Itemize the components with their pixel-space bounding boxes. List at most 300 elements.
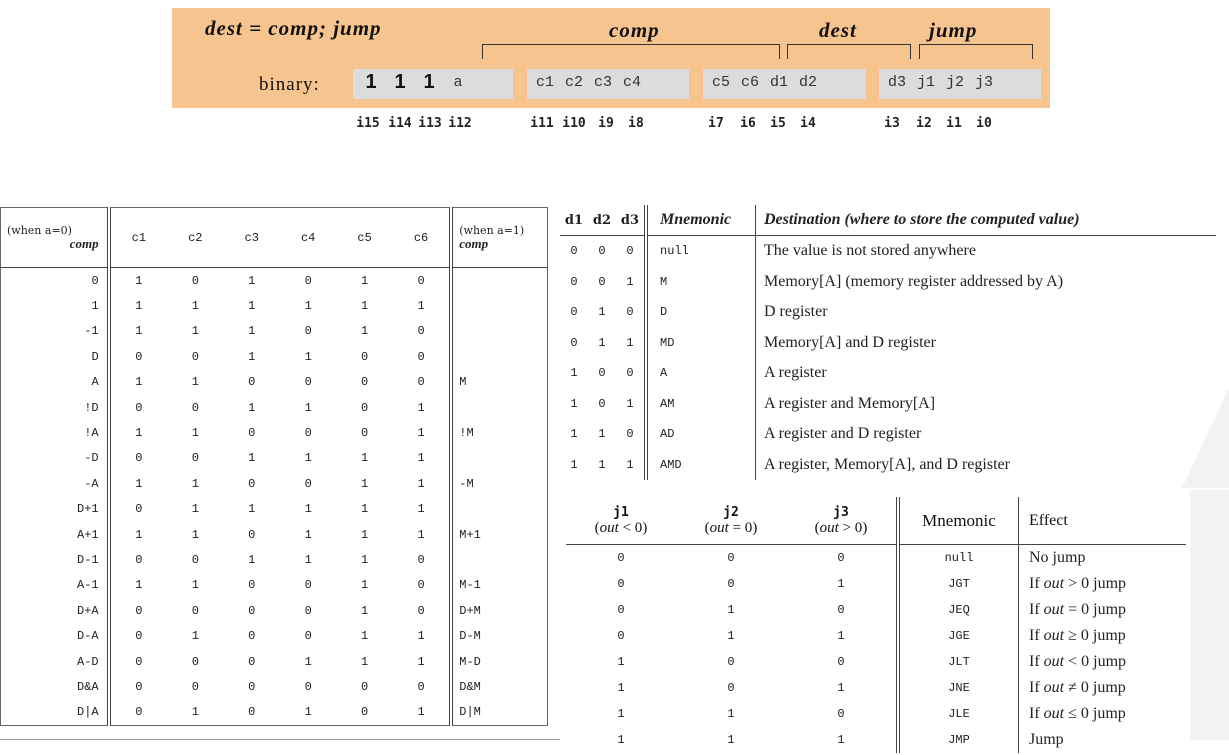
bit-index-4: i11: [530, 116, 554, 131]
comp-bit-cell: 1: [417, 629, 425, 644]
comp-bit-cell: 0: [191, 654, 199, 669]
table-row: [1, 598, 548, 623]
dest-bit-cell: 1: [598, 427, 606, 442]
comp-bit-cell: 1: [304, 349, 312, 364]
dest-mnemonic-cell: M: [646, 267, 756, 298]
comp-bit-cell: 1: [191, 629, 199, 644]
comp-bit-cell: 1: [191, 578, 199, 593]
col-header-d3: d3: [616, 205, 646, 236]
dest-mnemonic-cell: AD: [646, 419, 756, 450]
banner-title: dest = comp; jump: [205, 16, 382, 40]
jump-bit-cell: 0: [617, 603, 625, 617]
comp-bit-cell: 1: [191, 299, 199, 314]
jump-bit-cell: 1: [727, 733, 735, 747]
j3-name: j3: [833, 504, 849, 520]
table-row: [560, 236, 1216, 267]
dest-bit-cell: 1: [570, 427, 578, 442]
bit-index-5: i10: [562, 116, 586, 131]
j3-condition: (out > 0): [814, 519, 868, 536]
comp-a0-cell: D: [1, 344, 109, 369]
comp-bit-cell: 1: [191, 375, 199, 390]
jump-table: [566, 497, 1186, 753]
col-header-mnemonic: Mnemonic: [646, 205, 756, 236]
comp-bit-cell: 1: [135, 375, 143, 390]
dest-mnemonic-cell: AM: [646, 389, 756, 420]
dest-bit-cell: 0: [626, 366, 634, 381]
comp-bit-cell: 1: [248, 552, 256, 567]
j1-condition: (out < 0): [594, 519, 648, 536]
bit-index-6: i9: [598, 116, 614, 131]
jump-bit-cell: 1: [617, 733, 625, 747]
comp-bit-cell: 0: [417, 349, 425, 364]
comp-bit-cell: 1: [361, 527, 369, 542]
table-row: [560, 358, 1216, 389]
comp-bit-cell: 0: [135, 705, 143, 720]
comp-a1-cell: [451, 344, 547, 369]
bit-4: c1: [535, 74, 554, 91]
table-row: [1, 497, 548, 522]
dest-bit-cell: 1: [570, 396, 578, 411]
table-row: [1, 547, 548, 572]
comp-bit-cell: 1: [417, 502, 425, 517]
dest-bit-cell: 1: [626, 335, 634, 350]
comp-bit-cell: 1: [417, 400, 425, 415]
comp-bit-cell: 1: [417, 476, 425, 491]
col-header-c2: c2: [167, 208, 223, 268]
comp-bit-cell: 1: [417, 451, 425, 466]
col-header-c1: c1: [109, 208, 167, 268]
bit-1: 1: [394, 71, 406, 93]
comp-bit-cell: 0: [304, 273, 312, 288]
comp-a1-header: [451, 208, 547, 268]
comp-a0-cell: !D: [1, 395, 109, 420]
col-header-j1: [566, 497, 676, 545]
comp-bit-cell: 1: [417, 527, 425, 542]
dest-bit-cell: 1: [598, 305, 606, 320]
table-row: [566, 545, 1186, 572]
comp-bit-cell: 1: [417, 705, 425, 720]
comp-bit-cell: 0: [135, 603, 143, 618]
comp-bit-cell: 0: [304, 603, 312, 618]
bottom-rule: [0, 739, 560, 740]
table-row: [1, 700, 548, 726]
comp-bit-cell: 0: [248, 375, 256, 390]
col-header-d1: d1: [560, 205, 588, 236]
bit-7: c4: [622, 74, 641, 91]
bit-9: c6: [740, 74, 759, 91]
comp-a0-cell: -A: [1, 471, 109, 496]
comp-bit-cell: 0: [135, 502, 143, 517]
comp-bit-cell: 0: [248, 629, 256, 644]
dest-group-label: dest: [819, 18, 857, 42]
comp-bit-cell: 0: [248, 426, 256, 441]
col-header-j3: [786, 497, 898, 545]
dest-description-cell: Memory[A] (memory register addressed by A): [756, 267, 1217, 298]
table-row: [1, 623, 548, 648]
bit-index-7: i8: [628, 116, 644, 131]
comp-bit-cell: 1: [417, 299, 425, 314]
dest-mnemonic-cell: D: [646, 297, 756, 328]
comp-bit-cell: 1: [304, 552, 312, 567]
comp-bit-cell: 0: [191, 679, 199, 694]
dest-table: [560, 205, 1216, 480]
dest-description-cell: D register: [756, 297, 1217, 328]
comp-a0-cell: A-1: [1, 573, 109, 598]
jump-bit-cell: 1: [727, 629, 735, 643]
col-header-d2: d2: [588, 205, 616, 236]
comp-a0-cell: A+1: [1, 522, 109, 547]
comp-bit-cell: 0: [191, 603, 199, 618]
dest-description-cell: A register and Memory[A]: [756, 389, 1217, 420]
dest-bit-cell: 0: [598, 366, 606, 381]
comp-bit-cell: 1: [135, 578, 143, 593]
comp-a1-cell: M-D: [451, 649, 547, 674]
comp-bit-cell: 1: [361, 324, 369, 339]
decorative-panel: [1190, 490, 1229, 740]
binary-label: binary:: [259, 74, 320, 95]
comp-a0-label: comp: [69, 236, 99, 251]
comp-a1-cell: M-1: [451, 573, 547, 598]
bit-13: j1: [916, 74, 935, 91]
col-header-effect: Effect: [1019, 497, 1187, 545]
comp-bit-cell: 1: [361, 502, 369, 517]
table-row: [1, 446, 548, 471]
j2-name: j2: [723, 504, 739, 520]
comp-bit-cell: 1: [135, 527, 143, 542]
jump-bit-cell: 1: [837, 629, 845, 643]
jump-mnemonic-cell: JEQ: [898, 597, 1019, 623]
comp-bit-cell: 0: [304, 476, 312, 491]
comp-a1-cell: !M: [451, 420, 547, 445]
comp-bit-cell: 1: [304, 299, 312, 314]
table-row: [560, 267, 1216, 298]
comp-bit-cell: 1: [361, 552, 369, 567]
bit-index-3: i12: [448, 116, 472, 131]
dest-bit-cell: 1: [598, 335, 606, 350]
comp-bit-cell: 0: [304, 324, 312, 339]
dest-bit-cell: 0: [598, 396, 606, 411]
comp-bit-cell: 0: [191, 552, 199, 567]
jump-effect-cell: No jump: [1019, 545, 1187, 572]
comp-a0-note: (when a=0): [7, 224, 72, 237]
comp-bit-cell: 1: [361, 273, 369, 288]
comp-a0-cell: D+1: [1, 497, 109, 522]
comp-a1-cell: [451, 319, 547, 344]
jump-bracket: [919, 44, 1033, 59]
bit-5: c2: [564, 74, 583, 91]
bit-index-9: i6: [740, 116, 756, 131]
comp-a0-header: [1, 208, 109, 268]
bit-2: 1: [423, 71, 435, 93]
dest-description-cell: Memory[A] and D register: [756, 328, 1217, 359]
comp-a0-cell: D+A: [1, 598, 109, 623]
comp-bit-cell: 0: [361, 705, 369, 720]
bit-index-2: i13: [418, 116, 442, 131]
comp-bit-cell: 1: [304, 527, 312, 542]
dest-description-cell: A register and D register: [756, 419, 1217, 450]
comp-bit-cell: 1: [304, 400, 312, 415]
dest-bracket: [787, 44, 911, 59]
jump-bit-cell: 0: [837, 707, 845, 721]
bit-index-14: i1: [946, 116, 962, 131]
comp-bit-cell: 1: [248, 273, 256, 288]
jump-mnemonic-cell: JGT: [898, 571, 1019, 597]
comp-a0-cell: D-1: [1, 547, 109, 572]
dest-bit-cell: 0: [598, 244, 606, 259]
table-row: [566, 675, 1186, 701]
bit-index-11: i4: [800, 116, 816, 131]
comp-bit-cell: 0: [248, 679, 256, 694]
comp-bit-cell: 1: [417, 654, 425, 669]
comp-bit-cell: 1: [304, 705, 312, 720]
bit-index-0: i15: [356, 116, 380, 131]
comp-bit-cell: 1: [361, 451, 369, 466]
comp-a0-cell: -1: [1, 319, 109, 344]
dest-bit-cell: 1: [570, 366, 578, 381]
comp-bracket: [482, 44, 780, 59]
jump-bit-cell: 0: [837, 603, 845, 617]
comp-bit-cell: 0: [248, 476, 256, 491]
comp-bit-cell: 0: [417, 603, 425, 618]
jump-bit-cell: 0: [727, 681, 735, 695]
comp-bit-cell: 0: [191, 451, 199, 466]
jump-bit-cell: 0: [727, 551, 735, 565]
comp-a1-cell: -M: [451, 471, 547, 496]
table-row: [1, 319, 548, 344]
dest-bit-cell: 0: [570, 274, 578, 289]
comp-bit-cell: 0: [135, 400, 143, 415]
bit-index-8: i7: [708, 116, 724, 131]
bit-0: 1: [365, 71, 377, 93]
table-row: [1, 674, 548, 699]
dest-bit-cell: 0: [570, 305, 578, 320]
comp-a0-cell: D-A: [1, 623, 109, 648]
comp-a0-cell: A: [1, 370, 109, 395]
jump-mnemonic-cell: JGE: [898, 623, 1019, 649]
jump-bit-cell: 0: [617, 551, 625, 565]
comp-bit-cell: 0: [304, 578, 312, 593]
table-row: [1, 471, 548, 496]
comp-bit-cell: 1: [361, 299, 369, 314]
comp-a1-cell: [451, 547, 547, 572]
jump-effect-cell: If out ≤ 0 jump: [1019, 701, 1187, 727]
jump-mnemonic-cell: null: [898, 545, 1019, 572]
jump-effect-cell: If out = 0 jump: [1019, 597, 1187, 623]
jump-effect-cell: If out ≠ 0 jump: [1019, 675, 1187, 701]
jump-effect-cell: If out ≥ 0 jump: [1019, 623, 1187, 649]
bit-6: c3: [593, 74, 612, 91]
comp-bit-cell: 1: [191, 502, 199, 517]
jump-bit-cell: 0: [837, 551, 845, 565]
dest-bit-cell: 0: [570, 335, 578, 350]
jump-bit-cell: 1: [617, 707, 625, 721]
comp-a1-cell: D+M: [451, 598, 547, 623]
table-row: [566, 597, 1186, 623]
col-header-c3: c3: [224, 208, 280, 268]
comp-a1-cell: D-M: [451, 623, 547, 648]
comp-a0-cell: A-D: [1, 649, 109, 674]
dest-bit-cell: 1: [626, 457, 634, 472]
comp-bit-cell: 0: [361, 426, 369, 441]
dest-bit-cell: 1: [570, 457, 578, 472]
comp-bit-cell: 0: [191, 400, 199, 415]
comp-bit-cell: 0: [417, 552, 425, 567]
jump-effect-cell: If out < 0 jump: [1019, 649, 1187, 675]
dest-mnemonic-cell: AMD: [646, 450, 756, 481]
jump-bit-cell: 0: [837, 655, 845, 669]
comp-bit-cell: 0: [304, 629, 312, 644]
comp-bit-cell: 1: [248, 324, 256, 339]
dest-bit-cell: 1: [626, 396, 634, 411]
comp-a1-cell: M: [451, 370, 547, 395]
jump-mnemonic-cell: JLE: [898, 701, 1019, 727]
jump-bit-cell: 0: [727, 577, 735, 591]
table-row: [560, 297, 1216, 328]
comp-a1-cell: D|M: [451, 700, 547, 726]
comp-a0-cell: !A: [1, 420, 109, 445]
table-row: [1, 344, 548, 369]
bit-index-1: i14: [388, 116, 412, 131]
comp-a0-cell: 1: [1, 293, 109, 318]
comp-bit-cell: 1: [361, 603, 369, 618]
jump-bit-cell: 0: [617, 629, 625, 643]
comp-a0-cell: D|A: [1, 700, 109, 726]
comp-bit-cell: 0: [361, 375, 369, 390]
comp-bit-cell: 0: [304, 679, 312, 694]
comp-a1-cell: [451, 293, 547, 318]
comp-a1-label: comp: [459, 236, 489, 251]
j2-condition: (out = 0): [704, 519, 758, 536]
bit-8: c5: [711, 74, 730, 91]
comp-a1-cell: [451, 395, 547, 420]
comp-bit-cell: 1: [191, 324, 199, 339]
table-row: [1, 268, 548, 294]
comp-bit-cell: 0: [417, 578, 425, 593]
comp-bit-cell: 1: [361, 654, 369, 669]
comp-bit-cell: 1: [135, 476, 143, 491]
comp-a0-cell: D&A: [1, 674, 109, 699]
comp-bit-cell: 0: [135, 679, 143, 694]
jump-bit-cell: 1: [727, 707, 735, 721]
comp-bit-cell: 0: [191, 349, 199, 364]
comp-bit-cell: 0: [361, 349, 369, 364]
comp-bit-cell: 0: [248, 527, 256, 542]
comp-a0-cell: 0: [1, 268, 109, 294]
table-row: [1, 420, 548, 445]
table-row: [560, 389, 1216, 420]
table-row: [1, 370, 548, 395]
comp-table: [0, 207, 548, 726]
dest-bit-cell: 0: [626, 244, 634, 259]
dest-description-cell: A register: [756, 358, 1217, 389]
jump-bit-cell: 1: [837, 733, 845, 747]
comp-bit-cell: 1: [248, 451, 256, 466]
comp-bit-cell: 0: [248, 654, 256, 669]
table-row: [566, 649, 1186, 675]
dest-description-cell: A register, Memory[A], and D register: [756, 450, 1217, 481]
comp-bit-cell: 1: [135, 299, 143, 314]
comp-bit-cell: 1: [191, 426, 199, 441]
comp-bit-cell: 1: [304, 502, 312, 517]
dest-bit-cell: 0: [570, 244, 578, 259]
comp-a1-cell: M+1: [451, 522, 547, 547]
comp-bit-cell: 1: [191, 476, 199, 491]
col-header-destination: Destination (where to store the computed value): [756, 205, 1217, 236]
table-row: [560, 328, 1216, 359]
comp-bit-cell: 0: [135, 349, 143, 364]
jump-bit-cell: 1: [727, 603, 735, 617]
comp-a1-note: (when a=1): [459, 224, 525, 237]
comp-a0-cell: -D: [1, 446, 109, 471]
jump-mnemonic-cell: JLT: [898, 649, 1019, 675]
col-header-c4: c4: [280, 208, 336, 268]
dest-description-cell: The value is not stored anywhere: [756, 236, 1217, 267]
bit-15: j3: [974, 74, 993, 91]
comp-bit-cell: 0: [361, 400, 369, 415]
table-row: [566, 571, 1186, 597]
comp-bit-cell: 1: [135, 324, 143, 339]
comp-bit-cell: 0: [417, 375, 425, 390]
comp-bit-cell: 1: [361, 476, 369, 491]
comp-a1-cell: [451, 497, 547, 522]
comp-bit-cell: 0: [417, 273, 425, 288]
table-row: [560, 450, 1216, 481]
bit-index-10: i5: [770, 116, 786, 131]
col-header-j2: [676, 497, 786, 545]
comp-bit-cell: 0: [304, 375, 312, 390]
bit-index-13: i2: [916, 116, 932, 131]
comp-bit-cell: 1: [191, 527, 199, 542]
comp-bit-cell: 1: [304, 451, 312, 466]
comp-bit-cell: 0: [191, 273, 199, 288]
comp-bit-cell: 1: [361, 578, 369, 593]
jump-bit-cell: 0: [617, 577, 625, 591]
jump-bit-cell: 1: [837, 681, 845, 695]
dest-bit-cell: 0: [626, 427, 634, 442]
jump-group-label: jump: [929, 18, 978, 42]
table-row: [1, 293, 548, 318]
bit-index-12: i3: [884, 116, 900, 131]
comp-a1-cell: [451, 446, 547, 471]
jump-bit-cell: 1: [617, 681, 625, 695]
bit-10: d1: [769, 74, 788, 91]
dest-bit-cell: 0: [598, 274, 606, 289]
dest-bit-cell: 1: [626, 274, 634, 289]
comp-bit-cell: 1: [135, 426, 143, 441]
comp-bit-cell: 0: [304, 426, 312, 441]
jump-effect-cell: Jump: [1019, 727, 1187, 753]
table-row: [1, 395, 548, 420]
dest-mnemonic-cell: null: [646, 236, 756, 267]
comp-bit-cell: 1: [248, 400, 256, 415]
jump-bit-cell: 0: [727, 655, 735, 669]
comp-a1-cell: D&M: [451, 674, 547, 699]
comp-bit-cell: 1: [248, 502, 256, 517]
bit-3: a: [453, 74, 463, 91]
comp-bit-cell: 0: [248, 578, 256, 593]
table-row: [1, 649, 548, 674]
table-row: [566, 623, 1186, 649]
bit-index-15: i0: [976, 116, 992, 131]
jump-effect-cell: If out > 0 jump: [1019, 571, 1187, 597]
comp-bit-cell: 0: [135, 451, 143, 466]
comp-bit-cell: 1: [248, 299, 256, 314]
dest-bit-cell: 0: [626, 305, 634, 320]
jump-mnemonic-cell: JNE: [898, 675, 1019, 701]
table-row: [1, 573, 548, 598]
dest-mnemonic-cell: MD: [646, 328, 756, 359]
bit-14: j2: [945, 74, 964, 91]
